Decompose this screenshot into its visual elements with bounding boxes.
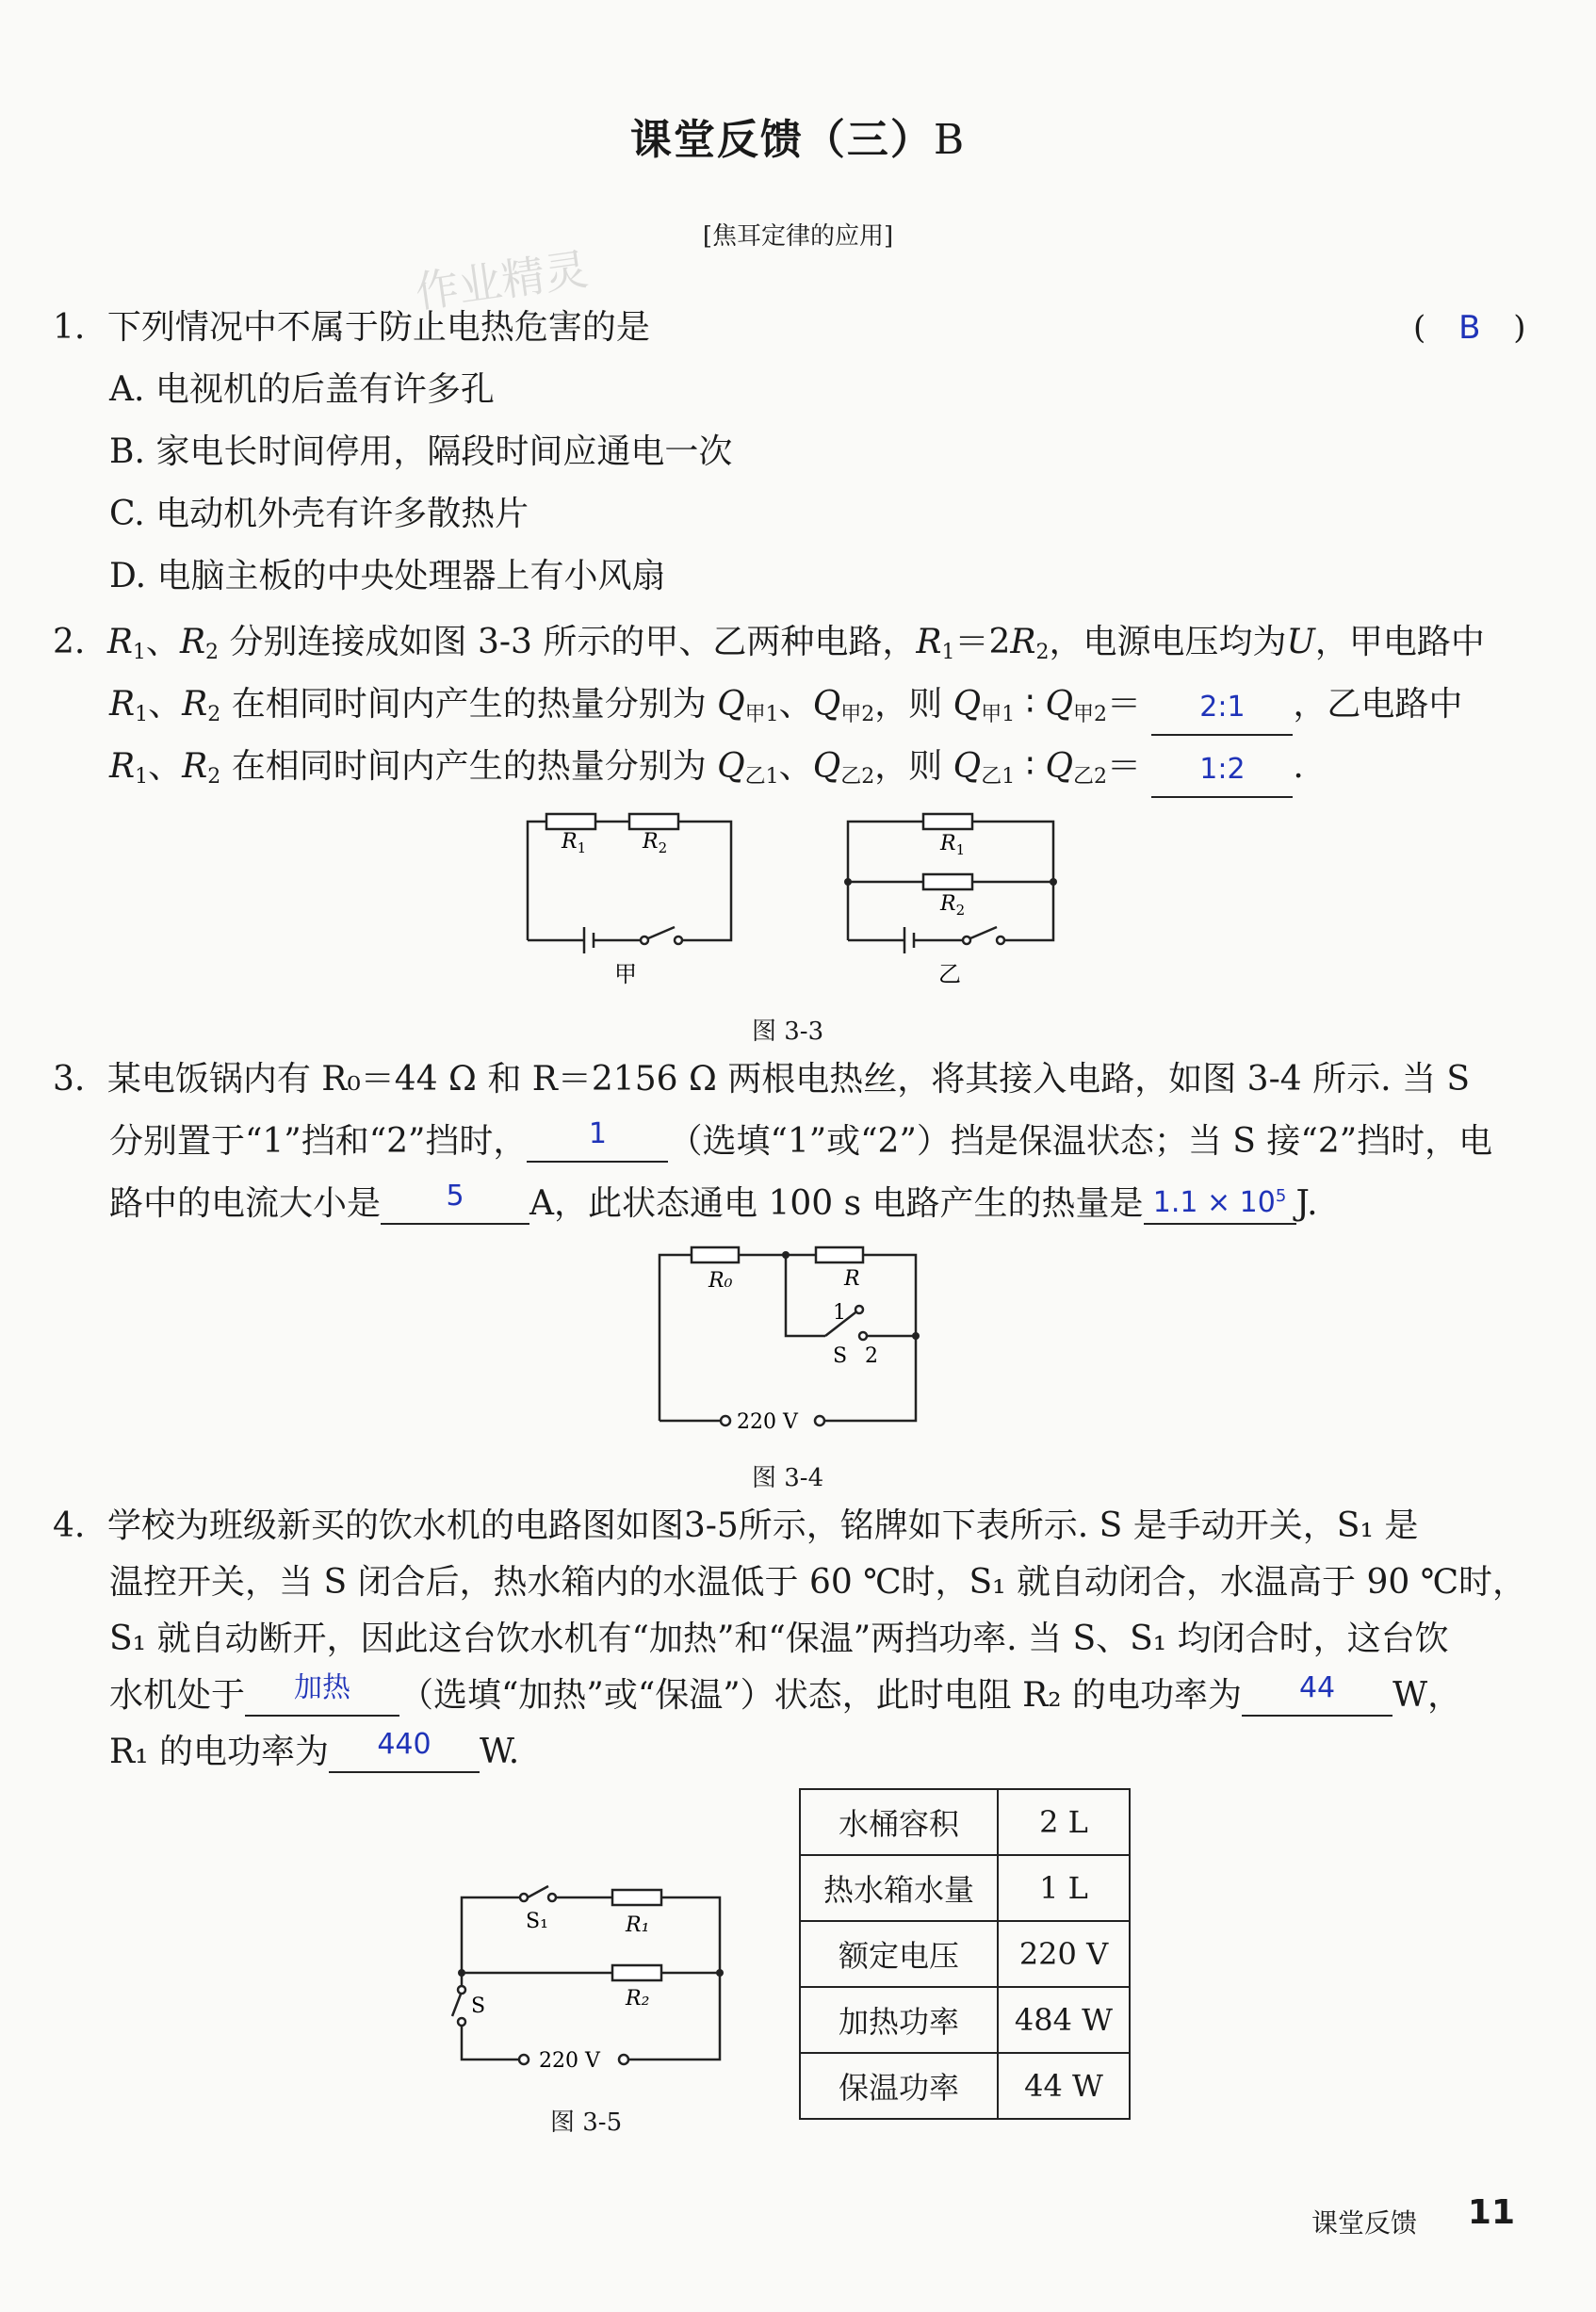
q3-line-1 xyxy=(53,1059,1470,1100)
q4-text-4c: W， xyxy=(1392,1676,1462,1715)
q3-answer-3: $1.1 \times 10^5$ xyxy=(1152,1186,1287,1219)
q2-answer-1: 2:1 xyxy=(1199,691,1246,724)
fig33-yi-r1-label: $R_1$ xyxy=(940,832,966,858)
fig34-caption: 图 3-4 xyxy=(752,1464,824,1492)
q3-blank-3[interactable] xyxy=(1144,1185,1296,1225)
page-title xyxy=(0,106,1596,166)
q2-answer-2: 1:2 xyxy=(1199,753,1246,786)
table-row xyxy=(800,1789,1130,1855)
q4-text-4b: （选填“加热”或“保温”）状态，此时电阻 R₂ 的电功率为 xyxy=(399,1676,1243,1715)
q4-answer-1: 加热 xyxy=(294,1671,351,1704)
q3-answer-1: 1 xyxy=(588,1117,607,1150)
q4-line-5 xyxy=(109,1728,520,1773)
q4-line-1 xyxy=(53,1506,1418,1547)
q3-text-3b: A，此状态通电 100 s 电路产生的热量是 xyxy=(529,1184,1144,1223)
fig35-voltage-label: 220 V xyxy=(539,2049,600,2073)
fig35-s-label: S xyxy=(471,1995,486,2018)
fig34-pos2-label: 2 xyxy=(865,1344,878,1368)
table-row xyxy=(800,2053,1130,2119)
fig35-s1-label: S₁ xyxy=(526,1910,548,1933)
q3-text-1: 某电饭锅内有 R₀＝44 Ω 和 R＝2156 Ω 两根电热丝，将其接入电路，如图 3-4 所示. 当 S xyxy=(106,1060,1471,1099)
figure-3-3 xyxy=(509,803,1074,991)
q2-text-1: 分别连接成如图 3-3 所示的甲、乙两种电路， xyxy=(229,623,917,661)
title-text: 课堂反馈（三） xyxy=(629,116,934,164)
q2-blank-2[interactable] xyxy=(1151,753,1293,798)
table-value: 484 W xyxy=(998,1987,1130,2053)
fig35-r1-label: R₁ xyxy=(626,1913,650,1937)
topic-label: [焦耳定律的应用] xyxy=(702,222,894,251)
fig33-caption: 图 3-3 xyxy=(752,1018,824,1046)
q3-text-3a: 路中的电流大小是 xyxy=(109,1184,382,1223)
q2-blank-1[interactable] xyxy=(1151,691,1293,736)
q2-text-8: ，则 xyxy=(874,747,943,786)
fig34-s-label: S xyxy=(833,1344,848,1368)
fig35-caption: 图 3-5 xyxy=(550,2108,623,2137)
table-row xyxy=(800,1987,1130,2053)
table-key: 加热功率 xyxy=(800,1987,998,2053)
table-row xyxy=(800,1855,1130,1921)
fig33-label-yi: 乙 xyxy=(938,961,961,987)
q1-paren-close: ) xyxy=(1513,309,1526,347)
q1-option-c: C. 电动机外壳有许多散热片 xyxy=(109,495,529,533)
q4-blank-2[interactable] xyxy=(1242,1671,1392,1717)
fig34-r-label: R xyxy=(844,1267,860,1291)
q4-line-4 xyxy=(109,1671,1462,1717)
title-suffix: B xyxy=(933,116,967,164)
table-key: 额定电压 xyxy=(800,1921,998,1987)
q1-option-a: A. 电视机的后盖有许多孔 xyxy=(109,370,495,409)
table-value: 220 V xyxy=(998,1921,1130,1987)
q4-text-5a: R₁ 的电功率为 xyxy=(109,1733,329,1771)
table-value: 1 L xyxy=(998,1855,1130,1921)
fig33-r1-label: $R_1$ xyxy=(562,830,587,856)
figure-3-5 xyxy=(443,1875,744,2082)
fig33-r2-label: $R_2$ xyxy=(643,830,668,856)
q2-line-1: 2. $R_1$、$R_2$ 分别连接成如图 3-3 所示的甲、乙两种电路，$R_1=2R_2$，电源电压均为U，甲电路中 xyxy=(53,623,1485,664)
q2-text-4: 在相同时间内产生的热量分别为 xyxy=(231,685,707,724)
q1-number: 1. xyxy=(53,308,86,347)
q3-text-2a: 分别置于“1”挡和“2”挡时， xyxy=(109,1122,528,1161)
q4-line-3: S₁ 就自动断开，因此这台饮水机有“加热”和“保温”两挡功率. 当 S、S₁ 均闭合时，这台饮 xyxy=(109,1620,1449,1658)
table-value: 44 W xyxy=(998,2053,1130,2119)
q3-answer-2: 5 xyxy=(446,1180,464,1213)
q4-text-5b: W. xyxy=(479,1733,520,1771)
q4-line-2: 温控开关，当 S 闭合后，热水箱内的水温低于 60 ℃时，S₁ 就自动闭合，水温高于 90 ℃时， xyxy=(109,1563,1527,1602)
q2-text-2: ，电源电压均为 xyxy=(1049,623,1287,661)
fig34-pos1-label: 1 xyxy=(833,1301,846,1325)
q1-option-b: B. 家电长时间停用，隔段时间应通电一次 xyxy=(109,432,733,471)
q1-answer: B xyxy=(1458,309,1481,347)
table-key: 水桶容积 xyxy=(800,1789,998,1855)
fig33-label-jia: 甲 xyxy=(614,961,637,987)
q3-blank-1[interactable] xyxy=(527,1117,668,1163)
fig34-r0-label: R₀ xyxy=(708,1269,733,1293)
q3-line-2 xyxy=(109,1117,1493,1163)
q2-text-9: . xyxy=(1293,747,1304,786)
q1-text: 下列情况中不属于防止电热危害的是 xyxy=(106,308,650,347)
q4-text-4a: 水机处于 xyxy=(109,1676,246,1715)
q3-text-3c: J. xyxy=(1295,1184,1318,1223)
table-key: 保温功率 xyxy=(800,2053,998,2119)
q4-answer-3: 440 xyxy=(377,1728,432,1761)
fig34-voltage-label: 220 V xyxy=(737,1410,798,1434)
q3-text-2b: （选填“1”或“2”）挡是保温状态；当 S 接“2”挡时，电 xyxy=(668,1122,1493,1161)
q1-stem xyxy=(53,307,650,349)
q2-text-3: ，甲电路中 xyxy=(1314,623,1485,661)
q1-answer-box xyxy=(1413,307,1525,349)
q3-number: 3. xyxy=(53,1060,86,1099)
q3-line-3 xyxy=(109,1180,1318,1225)
nameplate-table xyxy=(799,1788,1131,2120)
fig35-r2-label: R₂ xyxy=(626,1987,650,2011)
q1-paren-open: ( xyxy=(1413,309,1426,347)
watermark: 作业精灵 xyxy=(412,243,592,318)
fig33-yi-r2-label: $R_2$ xyxy=(940,892,966,919)
table-key: 热水箱水量 xyxy=(800,1855,998,1921)
q2-text-6: ，乙电路中 xyxy=(1293,685,1463,724)
q4-answer-2: 44 xyxy=(1298,1671,1336,1704)
q4-number: 4. xyxy=(53,1506,86,1545)
q2-text-7: 在相同时间内产生的热量分别为 xyxy=(231,747,707,786)
q2-text-5: ，则 xyxy=(874,685,943,724)
q3-blank-2[interactable] xyxy=(381,1180,529,1225)
page-number: 11 xyxy=(1467,2193,1515,2232)
q4-text-1: 学校为班级新买的饮水机的电路图如图3-5所示，铭牌如下表所示. S 是手动开关，S₁ 是 xyxy=(106,1506,1419,1545)
q4-blank-3[interactable] xyxy=(329,1728,480,1773)
q1-option-d: D. 电脑主板的中央处理器上有小风扇 xyxy=(109,557,666,595)
q2-line-2: $R_1$、$R_2$ 在相同时间内产生的热量分别为 $Q_{甲1}$、$Q_{甲2}$，则 $Q_{甲1}$ ∶ $Q_{甲2}=$ 2:1 ，乙电路中 xyxy=(109,684,1462,736)
footer-section: 课堂反馈 xyxy=(1311,2207,1417,2239)
q2-line-3: $R_1$、$R_2$ 在相同时间内产生的热量分别为 $Q_{乙1}$、$Q_{乙2}$，则 $Q_{乙1}$ ∶ $Q_{乙2}=$ 1:2 . xyxy=(109,746,1304,798)
figure-3-4 xyxy=(650,1244,933,1451)
table-value: 2 L xyxy=(998,1789,1130,1855)
table-row xyxy=(800,1921,1130,1987)
q2-number: 2. xyxy=(53,623,86,661)
q4-blank-1[interactable] xyxy=(245,1671,399,1717)
